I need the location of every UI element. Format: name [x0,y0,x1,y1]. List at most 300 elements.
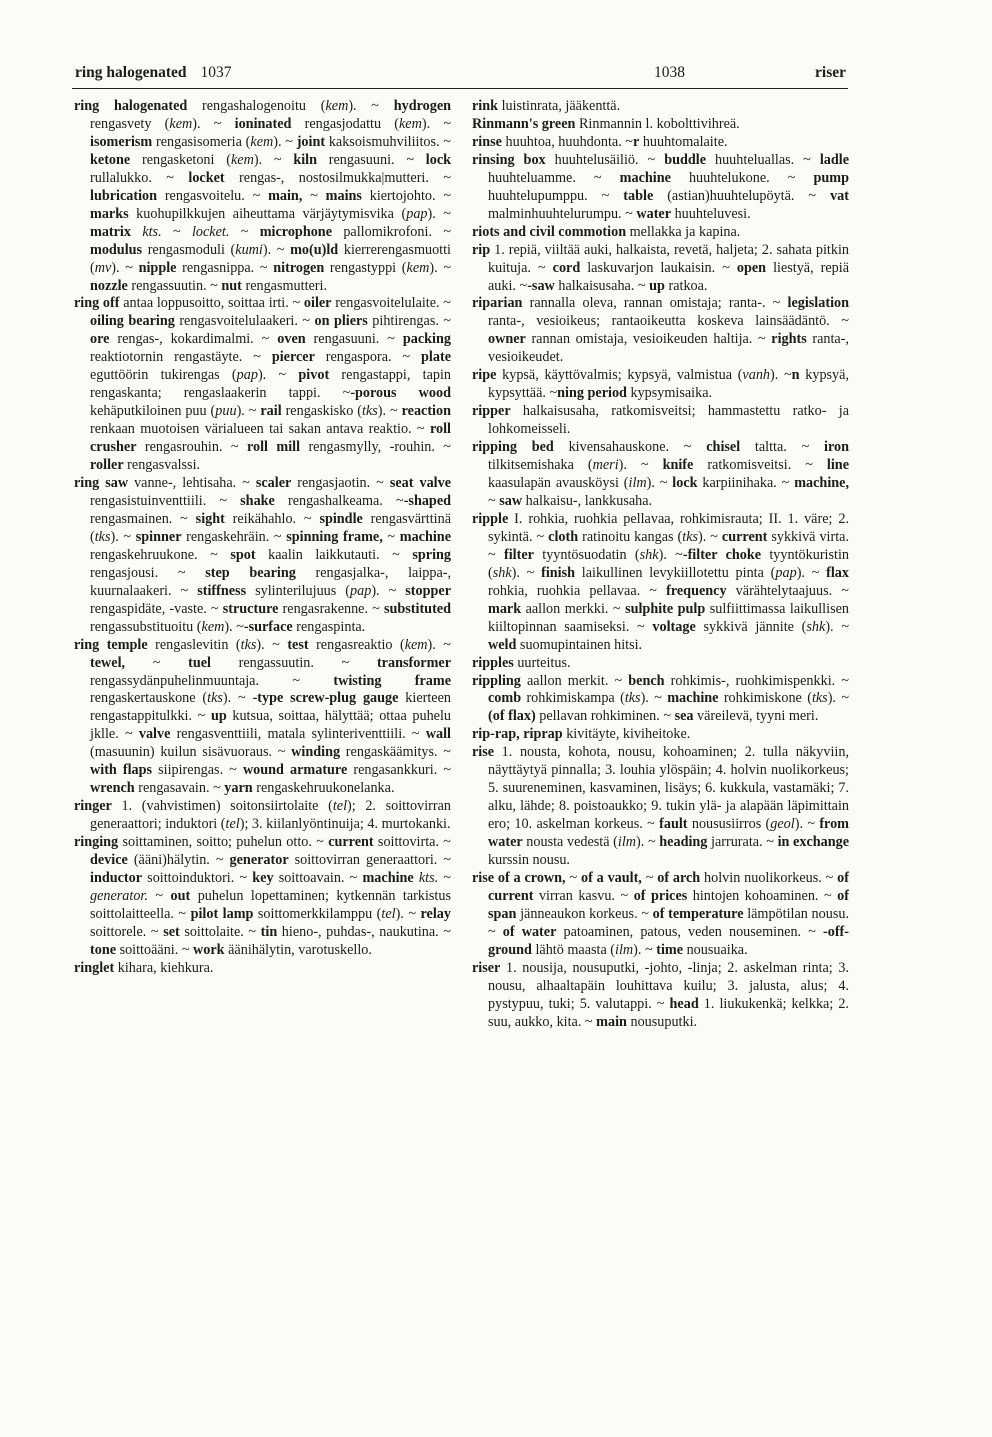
headword: mains [325,187,362,204]
headword: packing [402,331,451,348]
definition-text: ). ~ [796,564,827,581]
definition-text: mellakka ja kapina. [626,223,741,240]
dictionary-entry [472,439,849,511]
headword: ripping bed [472,439,554,456]
headword: ring saw [74,475,129,492]
definition-text: rengasjalka-, laippa-, kuurnalaakeri. ~ [90,564,452,599]
definition-text: rengasvalssi. [123,457,201,474]
headword: ripple [472,510,509,527]
definition-text: 1. (vahvistimen) soitonsiirtolaite ( [111,798,333,815]
definition-text: antaa loppusoitto, soittaa irti. ~ [119,295,304,312]
definition-text: ~ [438,869,452,886]
headword: hydrogen [393,98,452,114]
headword: spinning frame, [286,528,383,545]
headword: voltage [652,618,696,635]
dictionary-entry [472,870,849,960]
definition-text: rengaspidäte, -vaste. ~ [90,600,223,617]
definition-text: ). ~ [421,115,452,132]
field-abbreviation: pap [350,582,372,599]
definition-text: kierrerengasmuotti ( [90,241,451,276]
headword: lock [425,151,452,168]
definition-text: soittolaite. ~ [179,923,261,940]
definition-text: ratkoa. [664,277,708,294]
definition-text: väreilevä, tyyni meri. [693,708,819,725]
dictionary-entry [472,511,849,655]
definition-text: ranta-, vesioikeudet. [488,331,849,366]
definition-text: rengasrakenne. ~ [278,600,384,617]
definition-text: ). ~ [658,546,683,563]
definition-text: rengasuuni. ~ [305,331,403,348]
center-page-number: 1038 [654,64,685,81]
dictionary-entry [472,98,849,116]
headword: scaler [255,475,292,492]
definition-text: rannalla oleva, rannan omistaja; ranta-. ~ [522,295,788,312]
definition-text: rullalukko. ~ [90,169,189,186]
headword: piercer [271,349,315,366]
definition-text: lähtö maasta ( [531,941,616,958]
definition-text: ~ [302,187,326,204]
definition-text: ). ~ [633,941,657,958]
field-abbreviation: kem [399,115,422,132]
definition-text: tilkitsemishaka ( [488,457,593,474]
headword: cord [552,259,581,276]
headword: open [736,259,767,276]
headword: on pliers [314,313,368,330]
field-abbreviation: tks [94,528,111,545]
headword: yarn [224,780,253,797]
definition-text: rengasventtiili, matala sylinteriventtiili. ~ [170,726,426,743]
definition-text: rohkimiskampa ( [521,690,625,707]
headword: frequency [666,582,727,599]
definition-text: kypsyä, kypsyttää. ~ [488,367,849,402]
headword: from water [488,816,850,851]
right-column [472,98,849,1032]
field-abbreviation: kem [201,618,225,635]
dictionary-entry [74,798,451,834]
headword: step bearing [205,564,296,581]
headword: ripples [472,654,514,671]
definition-text: rengaskehruukone. ~ [90,546,231,563]
definition-text: ). ~ [427,636,451,653]
definition-text: nousuaika. [683,941,748,958]
field-abbreviation: ilm [628,475,647,492]
definition-text: virran kasvu. ~ [533,887,634,904]
headword: wound armature [242,762,348,779]
headword: substituted [383,600,451,617]
headword: of arch [657,869,701,886]
field-abbreviation: kem [404,636,428,653]
headword: cloth [548,528,579,545]
field-abbreviation: shk [806,618,826,635]
headword: stiffness [197,582,247,599]
definition-text: aallon merkit. ~ [520,672,629,689]
definition-text: soittoääni. ~ [116,941,194,958]
headword: oiler [303,295,332,312]
headword: owner [488,331,526,348]
headword: ring off [74,295,120,312]
headword: key [252,869,274,886]
definition-text: halkaisusaha, ratkomisveitsi; hammastettu ratko- ja lohkomeisseli. [488,403,849,438]
headword: rise of a crown, [472,869,566,886]
headword: pivot [298,367,330,384]
field-abbreviation: kem [169,115,193,132]
definition-text: rengasistuinventtiili. ~ [90,492,241,509]
definition-text: ~ [565,869,581,886]
dictionary-entry [472,367,849,403]
definition-text: rengassydänpuhelinmuuntaja. ~ [90,672,334,689]
definition-text: huuhtelupumppu. ~ [488,187,624,204]
definition-text: ~ [641,869,658,886]
definition-text: rengashalkeama. ~ [274,492,404,509]
headword: plate [421,349,451,366]
definition-text: rengasvoitelulaakeri. ~ [174,313,315,330]
definition-text: rengasankkuri. ~ [347,762,451,779]
headword: nitrogen [273,259,325,276]
headword: with flaps [90,762,153,779]
dictionary-entry [472,403,849,439]
definition-text: rengas-, nostosilmukka|mutteri. ~ [224,169,451,186]
headword: mo(u)ld [290,241,339,258]
headword: work [193,941,225,958]
headword: riparian [472,295,523,312]
headword: valve [138,726,171,743]
headword: machine [619,169,671,186]
definition-text: huuhteluamme. ~ [488,169,620,186]
headword: ketone [90,151,131,168]
definition-text: malminhuuhtelurumpu. ~ [488,205,637,222]
definition-text: soittoinduktori. ~ [142,869,253,886]
definition-text: ranta-, vesioikeus; rantaoikeutta koskeva lainsäädäntö. ~ [488,313,849,330]
dictionary-entry [472,134,849,152]
headword: bench [628,672,665,689]
headword: ripper [472,403,511,420]
field-abbreviation: mv [94,259,112,276]
headword: wall [425,726,451,743]
definition-text: ). ~ [371,582,406,599]
definition-text: ). ~ [377,403,402,420]
definition-text: kivitäyte, kiviheitoke. [562,726,691,743]
headword: tewel, [90,654,126,671]
definition-text: ~ [161,223,192,240]
definition-text: rengasmutteri. [241,277,328,294]
headword: ladle [819,151,850,168]
definition-text: rengashalogenoitu ( [187,98,326,114]
headword: generator [229,852,289,869]
headword: nozzle [90,277,128,294]
dictionary-entry [472,152,849,224]
definition-text: (masuunin) kuilun sisävuoraus. ~ [90,744,292,761]
definition-text: rohkia, ruohkia pellavaa. ~ [488,582,667,599]
definition-text: Rinmannin l. kobolttivihreä. [575,115,740,132]
headword: device [90,852,128,869]
headword: sulphite pulp [625,600,706,617]
headword: chisel [706,439,741,456]
definition-text: rannan omistaja, vesioikeuden haltija. ~ [525,331,772,348]
headword: oven [277,331,306,348]
headword: up [210,708,227,725]
headword: -shaped [403,492,452,509]
headword: nipple [138,259,177,276]
headword: microphone [259,223,332,240]
headword: rinsing box [472,151,546,168]
definition-text: rengassuutin. ~ [210,654,377,671]
headword: ringlet [74,959,115,976]
definition-text: kehäputkiloinen puu ( [90,403,216,420]
definition-text: laikullinen levykiillotettu pinta ( [575,564,776,581]
headword: heading [659,834,708,851]
headword: rink [472,98,499,114]
definition-text: ~ [488,492,500,509]
definition-text: ). ~ [111,259,139,276]
definition-text: soittomerkkilamppu ( [253,905,382,922]
definition-text: ). ~ [794,816,820,833]
running-head-left-word: ring halogenated [75,64,187,81]
headword: -off-ground [488,923,849,958]
headword: kiln [293,151,317,168]
definition-text: ). ~ [224,618,244,635]
dictionary-entry [472,960,849,1032]
headword: seat valve [389,475,451,492]
definition-text: puhelun lopettaminen; kytkennän tarkistus soittolaitteella. ~ [90,887,451,922]
headword: knife [662,457,694,474]
definition-text: rengas-, kokardimalmi. ~ [109,331,278,348]
dictionary-entry [74,637,451,799]
headword: marks [90,205,129,222]
headword: machine [362,869,414,886]
definition-text: ). ~ [253,151,294,168]
headword: ripe [472,367,497,384]
definition-text: kaalin laikkutauti. ~ [255,546,413,563]
headword: Rinmann's green [472,115,576,132]
definition-text: kutsua, soittaa, hälyttää; ottaa puhelu jklle. ~ [90,708,451,743]
headword: rippling [472,672,521,689]
headword: water [636,205,672,222]
definition-text: ratkomisveitsi. ~ [693,457,827,474]
field-abbreviation: locket. [191,223,230,240]
definition-text: rengasisomeria ( [152,133,251,150]
dictionary-entry [74,834,451,960]
definition-text: patoaminen, patous, veden nouseminen. ~ [556,923,823,940]
definition-text: äänihälytin, varotuskello. [224,941,372,958]
headword: structure [222,600,279,617]
definition-text: eguttöörin tukirengas ( [90,367,237,384]
dictionary-entry [74,475,451,637]
headword: of current [488,869,849,904]
definition-text: ). ~ [511,564,542,581]
headword: locket [188,169,225,186]
headword: filter [504,546,534,563]
headword: machine [667,690,719,707]
definition-text: rohkimis-, ruohkimispenkki. ~ [664,672,849,689]
definition-text: ). ~ [646,475,673,492]
field-abbreviation: pap [775,564,797,581]
definition-text: rengaskäämitys. ~ [340,744,451,761]
field-abbreviation: tks [811,690,828,707]
definition-text: rengasrouhin. ~ [136,439,247,456]
dictionary-entry [472,295,849,367]
headword: rip [472,241,491,258]
field-abbreviation: kem [230,151,254,168]
definition-text: pallomikrofoni. ~ [332,223,451,240]
field-abbreviation: tks [362,403,378,420]
field-abbreviation: puu [215,403,237,420]
definition-text: ). ~ [429,259,451,276]
definition-text: rengasuuni. ~ [316,151,426,168]
field-abbreviation: vanh [742,367,771,384]
definition-text: rengasjousi. ~ [90,564,206,581]
definition-text: rengasavain. ~ [134,780,225,797]
definition-text: ). ~ [636,834,660,851]
definition-text: hintojen kohoaminen. ~ [687,887,838,904]
headword: weld [488,636,517,653]
definition-text: soittaminen, soitto; puhelun otto. ~ [118,834,329,851]
headword: n [791,367,800,384]
definition-text: suomupintainen hitsi. [516,636,643,653]
headword: rights [771,331,807,348]
definition-text: rengasvärttinä ( [90,510,451,545]
definition-text: soittovirran generaattori. ~ [288,852,451,869]
definition-text: (astian)huuhtelupöytä. ~ [653,187,831,204]
definition-text: rohkimiskone ( [718,690,812,707]
headword: riser [472,959,501,976]
headword: wrench [90,780,135,797]
field-abbreviation: geol [770,816,795,833]
definition-text: sulfiittimassa laikullisen kiiltopinnan saamiseksi. ~ [488,600,849,635]
definition-text: holvin nuolikorkeus. ~ [700,869,838,886]
definition-text: rengasreaktio ( [308,636,405,653]
headword: tin [260,923,278,940]
definition-text: rengasvety ( [90,115,170,132]
definition-text: huuhtoa, huuhdonta. ~ [501,133,633,150]
headword: fault [659,816,688,833]
definition-text [131,224,142,240]
field-abbreviation: tel [332,798,348,815]
definition-text: taltta. ~ [740,439,825,456]
definition-text: huuhtelusäiliö. ~ [545,151,665,168]
field-abbreviation: tks [624,690,641,707]
definition-text: uurteitus. [513,654,571,671]
headword: flax [826,564,849,581]
headword: spot [230,546,256,563]
definition-text: laskuvarjon laukaisin. ~ [580,259,737,276]
headword: vat [830,187,849,204]
definition-text: reikähahlo. ~ [224,510,320,527]
definition-text: ). ~ [825,618,849,635]
headword: iron [824,439,849,456]
headword: legislation [787,295,849,312]
definition-text: rengaspinta. [292,618,366,635]
left-column [74,98,451,978]
definition-text: nousuputki. [626,1013,698,1030]
definition-text: 1. liukukenkä; kelkka; 2. suu, aukko, kita. ~ [488,995,849,1030]
definition-text: ). ~ [698,528,722,545]
field-abbreviation: tks [240,636,257,653]
definition-text: kaksoismuhviliitos. ~ [325,133,451,150]
definition-text: rengaspora. ~ [314,349,422,366]
definition-text: liestyä, repiä auki. ~ [488,259,850,294]
header-rule [72,88,848,89]
headword: joint [296,133,326,150]
definition-text: huuhteluvesi. [671,205,751,222]
definition-text: rengaskehruukonelanka. [252,780,395,797]
headword: lock [672,475,698,492]
field-abbreviation: shk [639,546,659,563]
field-abbreviation: kumi [235,241,263,258]
headword: tuel [188,654,211,671]
dictionary-entry [472,655,849,673]
running-head-right-word: riser [815,64,846,81]
headword: transformer [376,654,452,671]
definition-text: jarrurata. ~ [707,834,778,851]
definition-text: rengasjaotin. ~ [291,475,390,492]
dictionary-entry [74,98,451,295]
definition-text: ratinoitu kangas ( [578,528,683,545]
definition-text: tyyntökuristin ( [488,546,849,581]
definition-text: ). ~ [348,98,394,114]
definition-text: 1. repiä, viiltää auki, halkaista, revetä, haljeta; 2. sahata pitkin kuituja. ~ [488,241,849,276]
headword: -type screw-plug gauge [252,690,399,707]
definition-text: ). ~ [395,905,421,922]
headword: ning period [557,385,627,402]
definition-text: ~ [125,654,189,671]
headword: of prices [633,887,688,904]
headword: shake [240,492,275,509]
definition-text: sykkivä jännite ( [695,618,807,635]
definition-text: nousta vedestä ( [522,834,618,851]
definition-text: 1. nousta, kohota, nousu, kohoaminen; 2. tulla näkyviin, näyttäytyä pinnalla; 3. louhia ylöspäin; 4. holvin nuolikorkeus; 5. suureneminen, kasvaminen, lisäys; 6. kukkula, vastamäki; 7. alku, lähde; 8. poistoaukko; 9. tukin ylä- ja alapään läpimittain ero; 10. askelman korkeus. ~ [488,744,849,833]
headword: modulus [90,241,143,258]
definition-text: karpiinihaka. ~ [697,475,795,492]
definition-text: siipirengas. ~ [152,762,243,779]
definition-text: rengasmoduli ( [142,241,236,258]
definition-text: 1. nousija, nousuputki, -johto, -linja; 2. askelman rinta; 3. nousu, alhaaltapäin louhittava kuilu; 3. jalusta, alus; 4. pystypuu, tuki; 5. valutappi. ~ [488,959,849,1012]
definition-text: rengaslevitin ( [147,636,241,653]
definition-text: pellavan rohkiminen. ~ [535,708,675,725]
headword: ring temple [74,636,148,653]
headword: oiling bearing [90,313,175,330]
definition-text: ). ~ [192,115,235,132]
definition-text: rengasketoni ( [130,151,231,168]
definition-text: (ääni)hälytin. ~ [127,852,230,869]
headword: -filter choke [682,546,762,563]
headword: -saw [527,277,555,294]
headword: sight [195,510,225,527]
headword: roller [90,457,124,474]
headword: machine, [794,475,849,492]
field-abbreviation: tel [381,905,396,922]
headword: twisting frame [333,672,451,689]
headword: winding [291,744,341,761]
dictionary-entry [74,295,451,475]
definition-text: ). ~ [256,636,288,653]
headword: -surface [243,618,293,635]
dictionary-entry [472,242,849,296]
headword: table [623,187,654,204]
headword: of span [488,887,849,922]
definition-text: kuohupilkkujen aiheuttama värjäytymisvika ( [128,205,407,222]
headword: main [596,1013,627,1030]
definition-text: ); 2. soittovirran generaattori; induktori ( [90,798,452,833]
headword: ringer [74,798,112,815]
headword: tone [90,941,117,958]
headword: buddle [664,151,707,168]
field-abbreviation: ilm [615,941,634,958]
definition-text: rengaskertauskone ( [90,690,208,707]
definition-text: lämpötilan nousu. ~ [488,905,849,940]
field-abbreviation: generator. [90,887,148,904]
headword: rise [472,744,495,761]
running-head-left [75,64,232,82]
